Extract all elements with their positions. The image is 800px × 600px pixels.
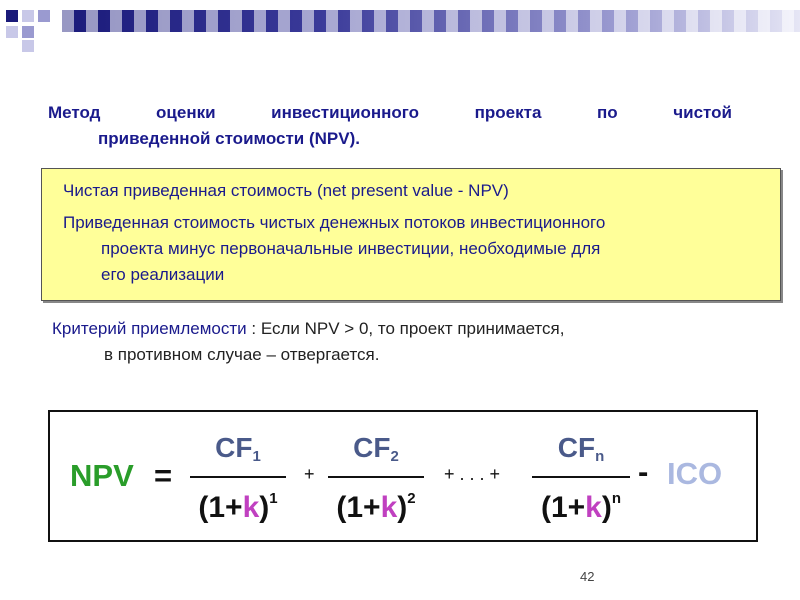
den-open: (1+ [336,491,381,524]
deco-square [6,26,18,38]
title-word: проекта [474,103,542,122]
title-line-2: приведенной стоимости (NPV). [98,129,360,148]
definition-text [63,210,773,288]
title-word: чистой [673,103,732,122]
title-word: Метод [48,103,101,122]
fraction-bar [532,476,630,478]
rate-k: k [380,491,398,524]
den-close: ) [397,491,408,524]
definition-line-2: проекта минус первоначальные инвестиции, необходимые для [101,239,601,258]
den-open: (1+ [540,491,586,524]
term-n-numerator [532,432,630,473]
criterion-line-2: в противном случае – отвергается. [104,345,380,364]
term-2-numerator [328,432,424,473]
header-checker [62,10,800,32]
criterion-line-1 [52,316,564,342]
title-word: по [597,103,618,122]
title-word: оценки [156,103,216,122]
cf-symbol: CF [353,432,391,463]
acceptance-criterion [52,316,564,368]
cf-symbol: CF [215,432,253,463]
criterion-label: Критерий приемлемости [52,319,247,338]
formula-term-1 [190,432,286,525]
criterion-text: : Если NPV > 0, то проект принимается, [246,319,565,338]
formula-ico: ICO [667,456,723,491]
den-close: ) [601,491,612,524]
title-line-1 [48,100,732,126]
formula-minus: - [638,454,649,489]
formula-plus: + [304,464,315,484]
formula-ellipsis: + . . . + [444,464,501,484]
definition-line-1: Приведенная стоимость чистых денежных потоков инвестиционного [63,213,606,232]
formula-term-2 [328,432,424,525]
page-number: 42 [580,569,595,584]
fraction-bar [328,476,424,478]
den-exponent: 1 [269,490,278,507]
cf-subscript: 2 [390,448,399,465]
den-close: ) [259,491,270,524]
deco-square [38,10,50,22]
formula-term-n [532,432,630,525]
definition-line-3: его реализации [101,265,225,284]
term-n-denominator [532,482,630,525]
den-exponent: n [611,490,622,507]
term-2-denominator [328,482,424,525]
cf-subscript: 1 [252,448,261,465]
deco-square [22,26,34,38]
rate-k: k [242,491,260,524]
slide-title [48,100,732,152]
term-1-denominator [190,482,286,525]
deco-square [22,40,34,52]
deco-square [22,10,34,22]
definition-box [41,168,781,301]
formula-npv: NPV [70,458,134,493]
rate-k: k [585,491,602,524]
cf-symbol: CF [557,432,596,463]
definition-heading: Чистая приведенная стоимость (net present value - NPV) [63,181,509,200]
den-exponent: 2 [407,490,416,507]
fraction-bar [190,476,286,478]
npv-formula-box [48,410,758,542]
cf-subscript: n [595,448,605,465]
formula-equals: = [154,458,173,493]
deco-square [6,10,18,22]
den-open: (1+ [198,491,243,524]
term-1-numerator [190,432,286,473]
title-word: инвестиционного [271,103,420,122]
